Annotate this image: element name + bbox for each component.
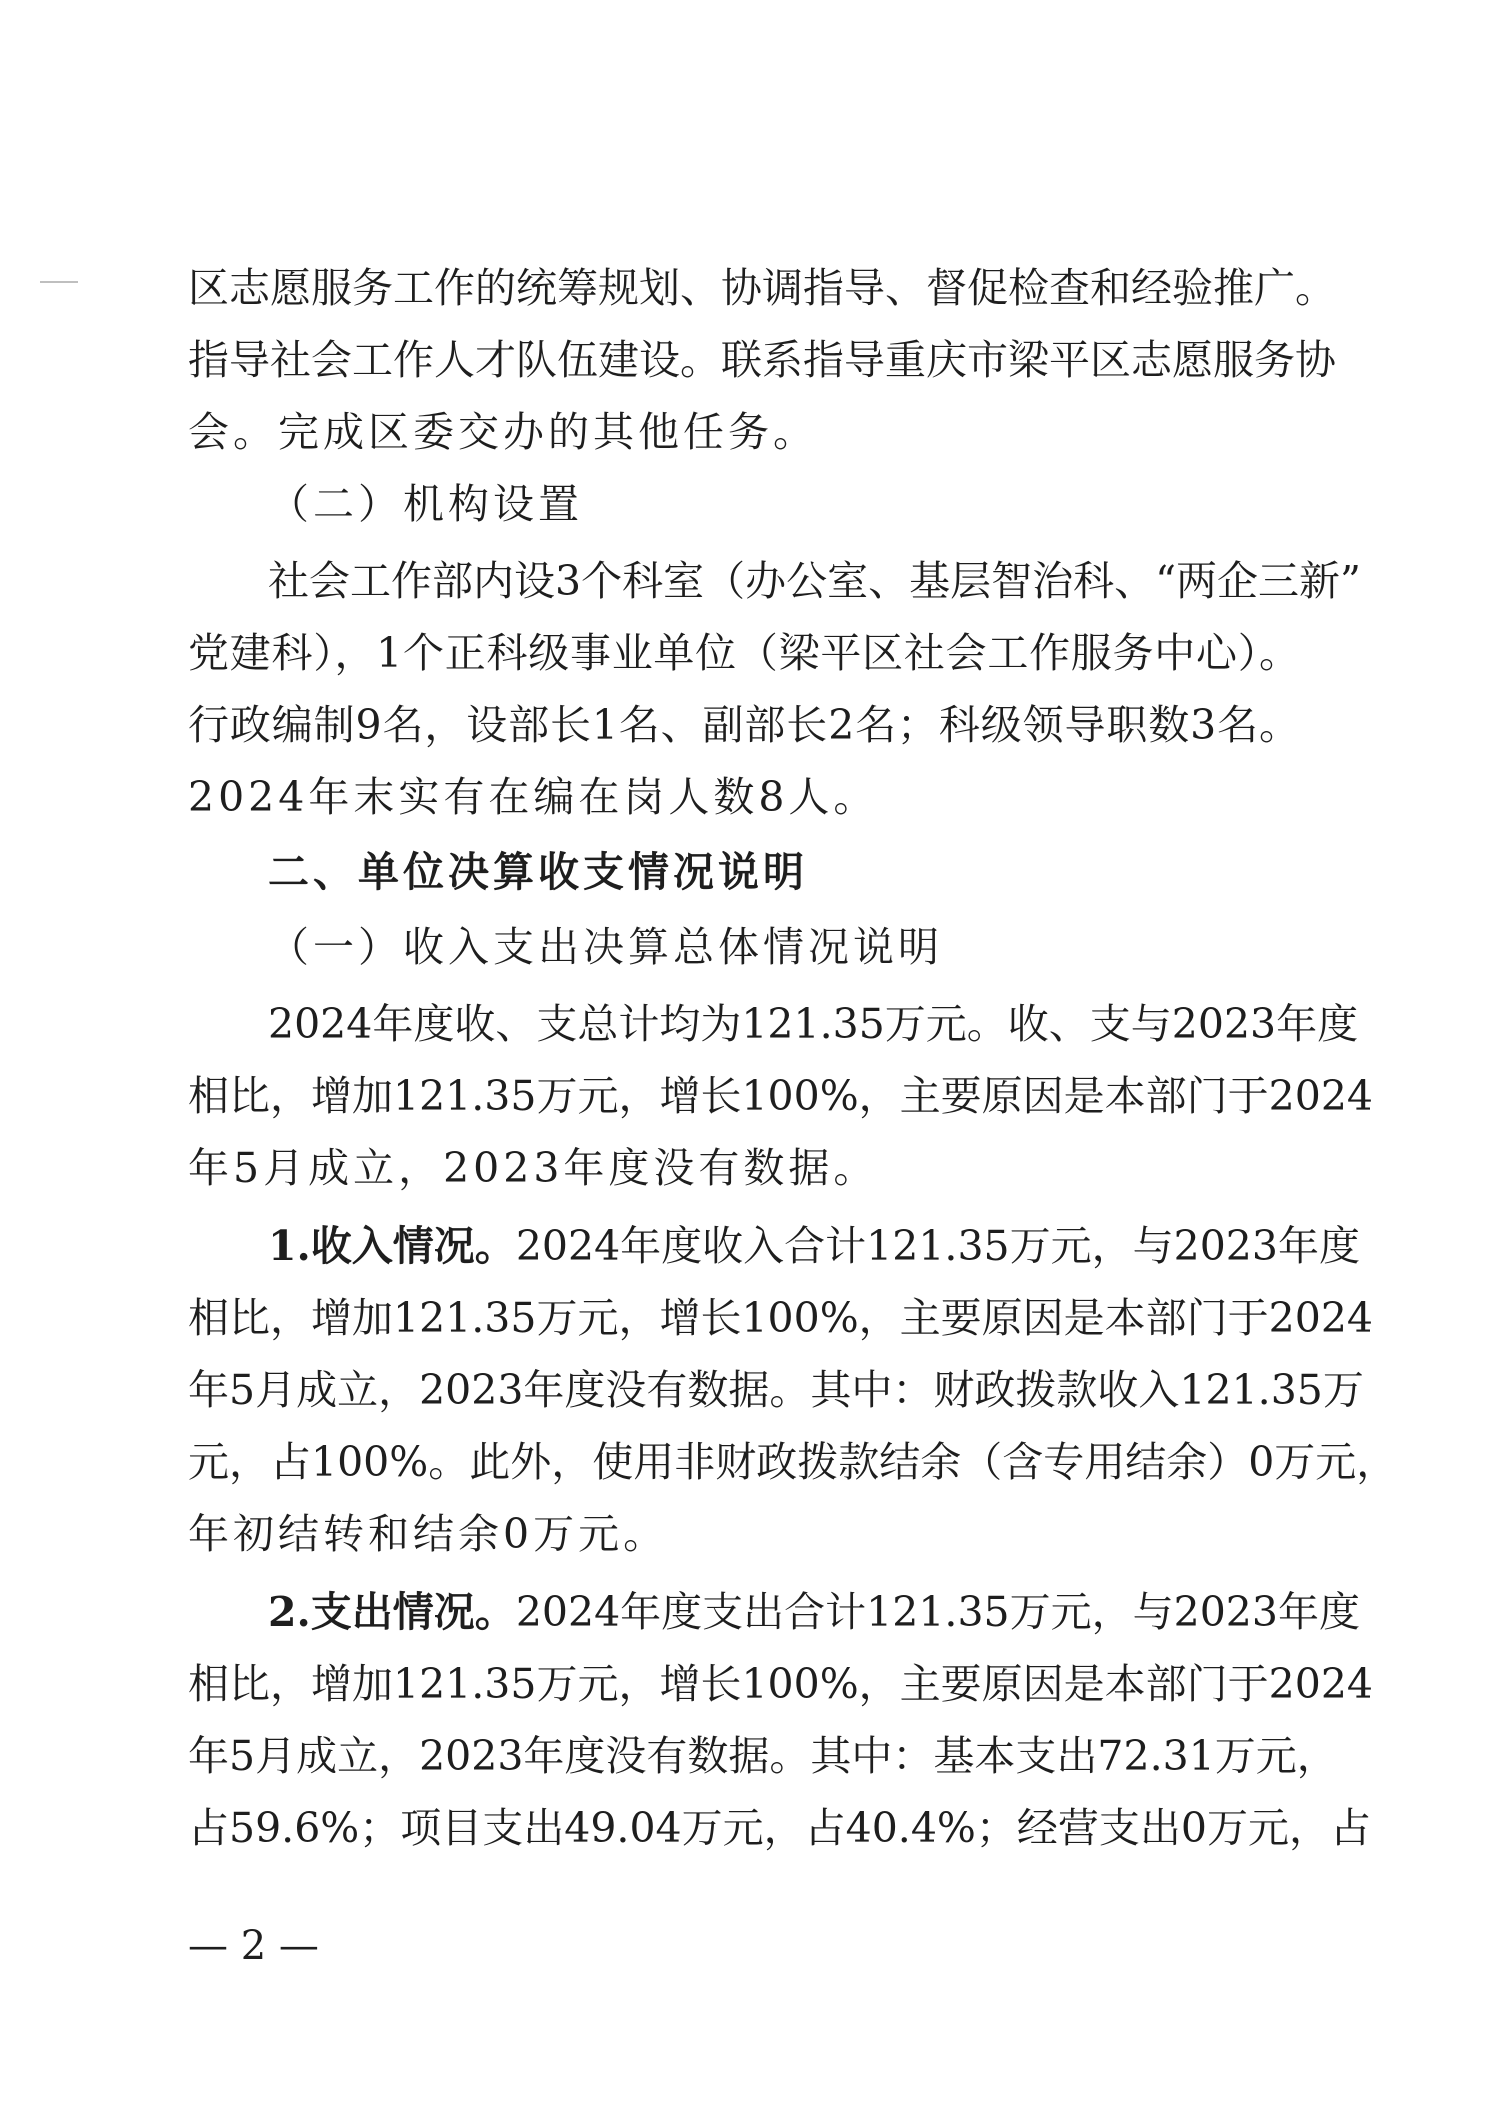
body-line: 指导社会工作人才队伍建设。联系指导重庆市梁平区志愿服务协 bbox=[188, 336, 1336, 384]
paragraph-text: 2024年度支出合计121.35万元，与2023年度 bbox=[515, 1588, 1360, 1636]
body-line: 相比，增加121.35万元，增长100%，主要原因是本部门于2024 bbox=[188, 1072, 1374, 1120]
body-line: 相比，增加121.35万元，增长100%，主要原因是本部门于2024 bbox=[188, 1660, 1374, 1708]
paragraph-lead: 2.支出情况。 bbox=[268, 1588, 516, 1636]
body-line: 年5月成立，2023年度没有数据。 bbox=[188, 1144, 879, 1192]
body-line: 元，占100%。此外，使用非财政拨款结余（含专用结余）0万元， bbox=[188, 1438, 1398, 1486]
body-line: 占59.6%；项目支出49.04万元，占40.4%；经营支出0万元，占 bbox=[188, 1804, 1371, 1852]
body-line: 党建科），1个正科级事业单位（梁平区社会工作服务中心）。 bbox=[188, 629, 1300, 677]
body-line: 年5月成立，2023年度没有数据。其中：基本支出72.31万元， bbox=[188, 1732, 1338, 1780]
body-line: 行政编制9名，设部长1名、副部长2名；科级领导职数3名。 bbox=[188, 701, 1300, 749]
page-number: — 2 — bbox=[188, 1923, 319, 1969]
paragraph-text: 2024年度收入合计121.35万元，与2023年度 bbox=[515, 1222, 1360, 1270]
body-line: 相比，增加121.35万元，增长100%，主要原因是本部门于2024 bbox=[188, 1294, 1374, 1342]
body-line: 2024年度收、支总计均为121.35万元。收、支与2023年度 bbox=[268, 1000, 1359, 1048]
body-line: 社会工作部内设3个科室（办公室、基层智治科、“两企三新” bbox=[268, 557, 1362, 605]
paragraph-lead: 1.收入情况。 bbox=[268, 1222, 516, 1270]
section-heading: 二、单位决算收支情况说明 bbox=[268, 848, 808, 896]
body-line bbox=[268, 1582, 1360, 1642]
body-line bbox=[268, 1216, 1360, 1276]
body-line: 区志愿服务工作的统筹规划、协调指导、督促检查和经验推广。 bbox=[188, 264, 1336, 312]
scan-mark bbox=[40, 281, 78, 283]
body-line: 年初结转和结余0万元。 bbox=[188, 1510, 669, 1558]
section-subheading: （一）收入支出决算总体情况说明 bbox=[268, 923, 943, 971]
section-subheading: （二）机构设置 bbox=[268, 480, 583, 528]
body-line: 年5月成立，2023年度没有数据。其中：财政拨款收入121.35万 bbox=[188, 1366, 1364, 1414]
body-line: 2024年末实有在编在岗人数8人。 bbox=[188, 773, 879, 821]
body-line: 会。完成区委交办的其他任务。 bbox=[188, 408, 818, 456]
